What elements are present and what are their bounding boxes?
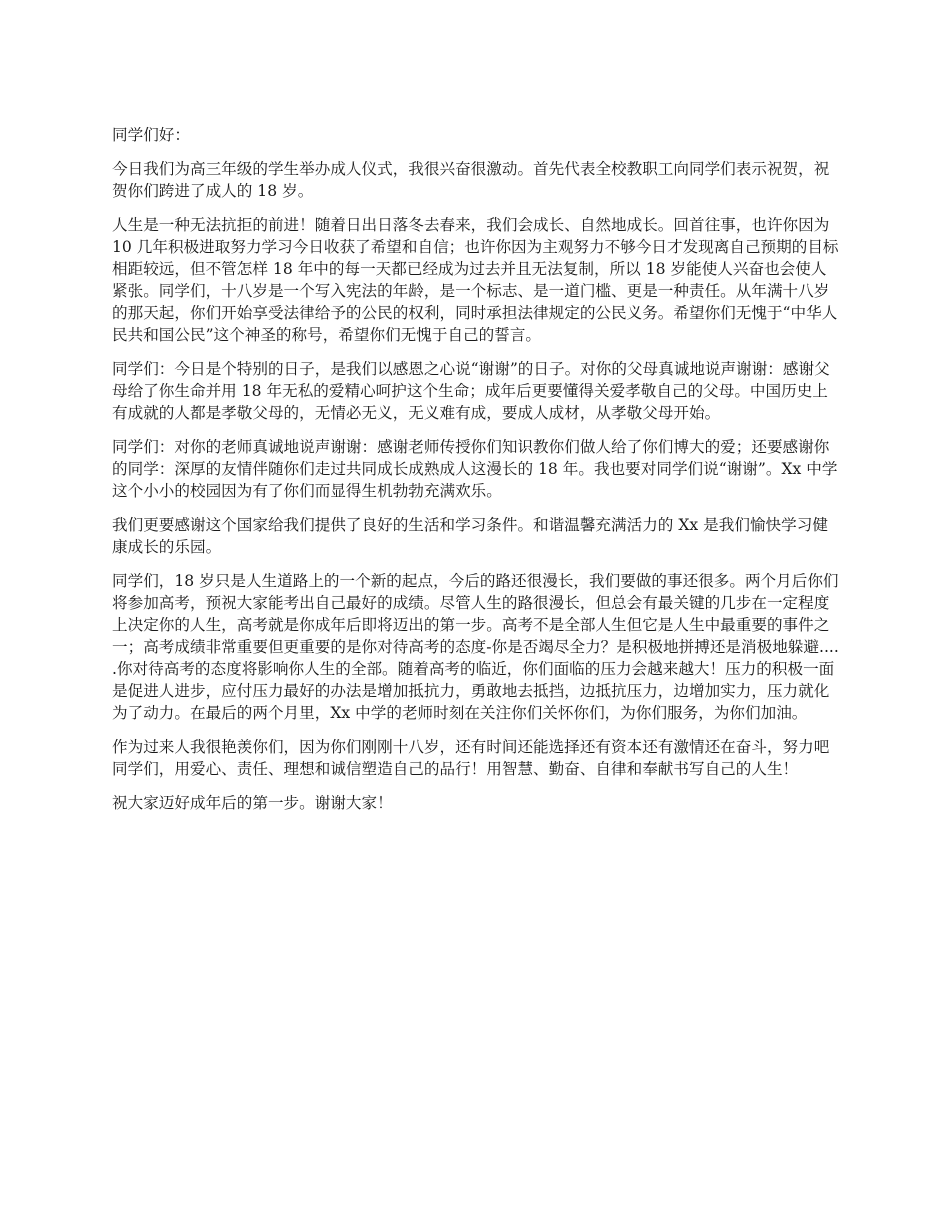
greeting-paragraph: 同学们好： bbox=[112, 126, 190, 144]
encouragement-paragraph: 作为过来人我很艳羡你们，因为你们刚刚十八岁，还有时间还能选择还有资本还有激情还在奋斗，努力吧同学们，用爱心、责任、理想和诚信塑造自己的品行！用智慧、勤奋、自律和奉献书写自己的人生！ bbox=[112, 738, 830, 778]
thank-parents-paragraph: 同学们：今日是个特别的日子，是我们以感恩之心说“谢谢”的日子。对你的父母真诚地说声谢谢：感谢父母给了你生命并用 18 年无私的爱精心呵护这个生命；成年后更要懂得关爱孝敬自己的父母。中国历史上有成就的人都是孝敬父母的，无情必无义，无义难有成，要成人成材，从孝敬父母开始。 bbox=[112, 360, 830, 422]
intro-paragraph: 今日我们为高三年级的学生举办成人仪式，我很兴奋很激动。首先代表全校教职工向同学们表示祝贺，祝贺你们跨进了成人的 18 岁。 bbox=[112, 160, 830, 200]
life-paragraph: 人生是一种无法抗拒的前进！随着日出日落冬去春来，我们会成长、自然地成长。回首往事，也许你因为 10 几年积极进取努力学习今日收获了希望和自信；也许你因为主观努力不够今日才发现离自己预期的目标相距较远，但不管怎样 18 年中的每一天都已经成为过去并且无法复制，所以 18 岁能使人兴奋也会使人紧张。同学们，十八岁是一个写入宪法的年龄，是一个标志、是一道门槛、更是一种责任。从年满十八岁的那天起，你们开始享受法律给予的公民的权利，同时承担法律规定的公民义务。希望你们无愧于“中华人民共和国公民”这个神圣的称号，希望你们无愧于自己的誓言。 bbox=[112, 216, 839, 344]
exam-paragraph: 同学们，18 岁只是人生道路上的一个新的起点，今后的路还很漫长，我们要做的事还很多。两个月后你们将参加高考，预祝大家能考出自己最好的成绩。尽管人生的路很漫长，但总会有最关键的几步在一定程度上决定你的人生，高考就是你成年后即将迈出的第一步。高考不是全部人生但它是人生中最重要的事件之一；高考成绩非常重要但更重要的是你对待高考的态度-你是否竭尽全力？是积极地拼搏还是消极地躲避.....你对待高考的态度将影响你人生的全部。随着高考的临近，你们面临的压力会越来越大！压力的积极一面是促进人进步，应付压力最好的办法是增加抵抗力，勇敢地去抵挡，边抵抗压力，边增加实力，压力就化为了动力。在最后的两个月里，Xx 中学的老师时刻在关注你们关怀你们，为你们服务，为你们加油。 bbox=[112, 572, 839, 722]
closing-paragraph: 祝大家迈好成年后的第一步。谢谢大家！ bbox=[112, 794, 393, 812]
document-page bbox=[112, 124, 840, 826]
thank-country-paragraph: 我们更要感谢这个国家给我们提供了良好的生活和学习条件。和谐温馨充满活力的 Xx 是我们愉快学习健康成长的乐园。 bbox=[112, 516, 828, 556]
thank-teachers-paragraph: 同学们：对你的老师真诚地说声谢谢：感谢老师传授你们知识教你们做人给了你们博大的爱；还要感谢你的同学：深厚的友情伴随你们走过共同成长成熟成人这漫长的 18 年。我也要对同学们说“谢谢”。Xx 中学这个小小的校园因为有了你们而显得生机勃勃充满欢乐。 bbox=[112, 438, 838, 500]
